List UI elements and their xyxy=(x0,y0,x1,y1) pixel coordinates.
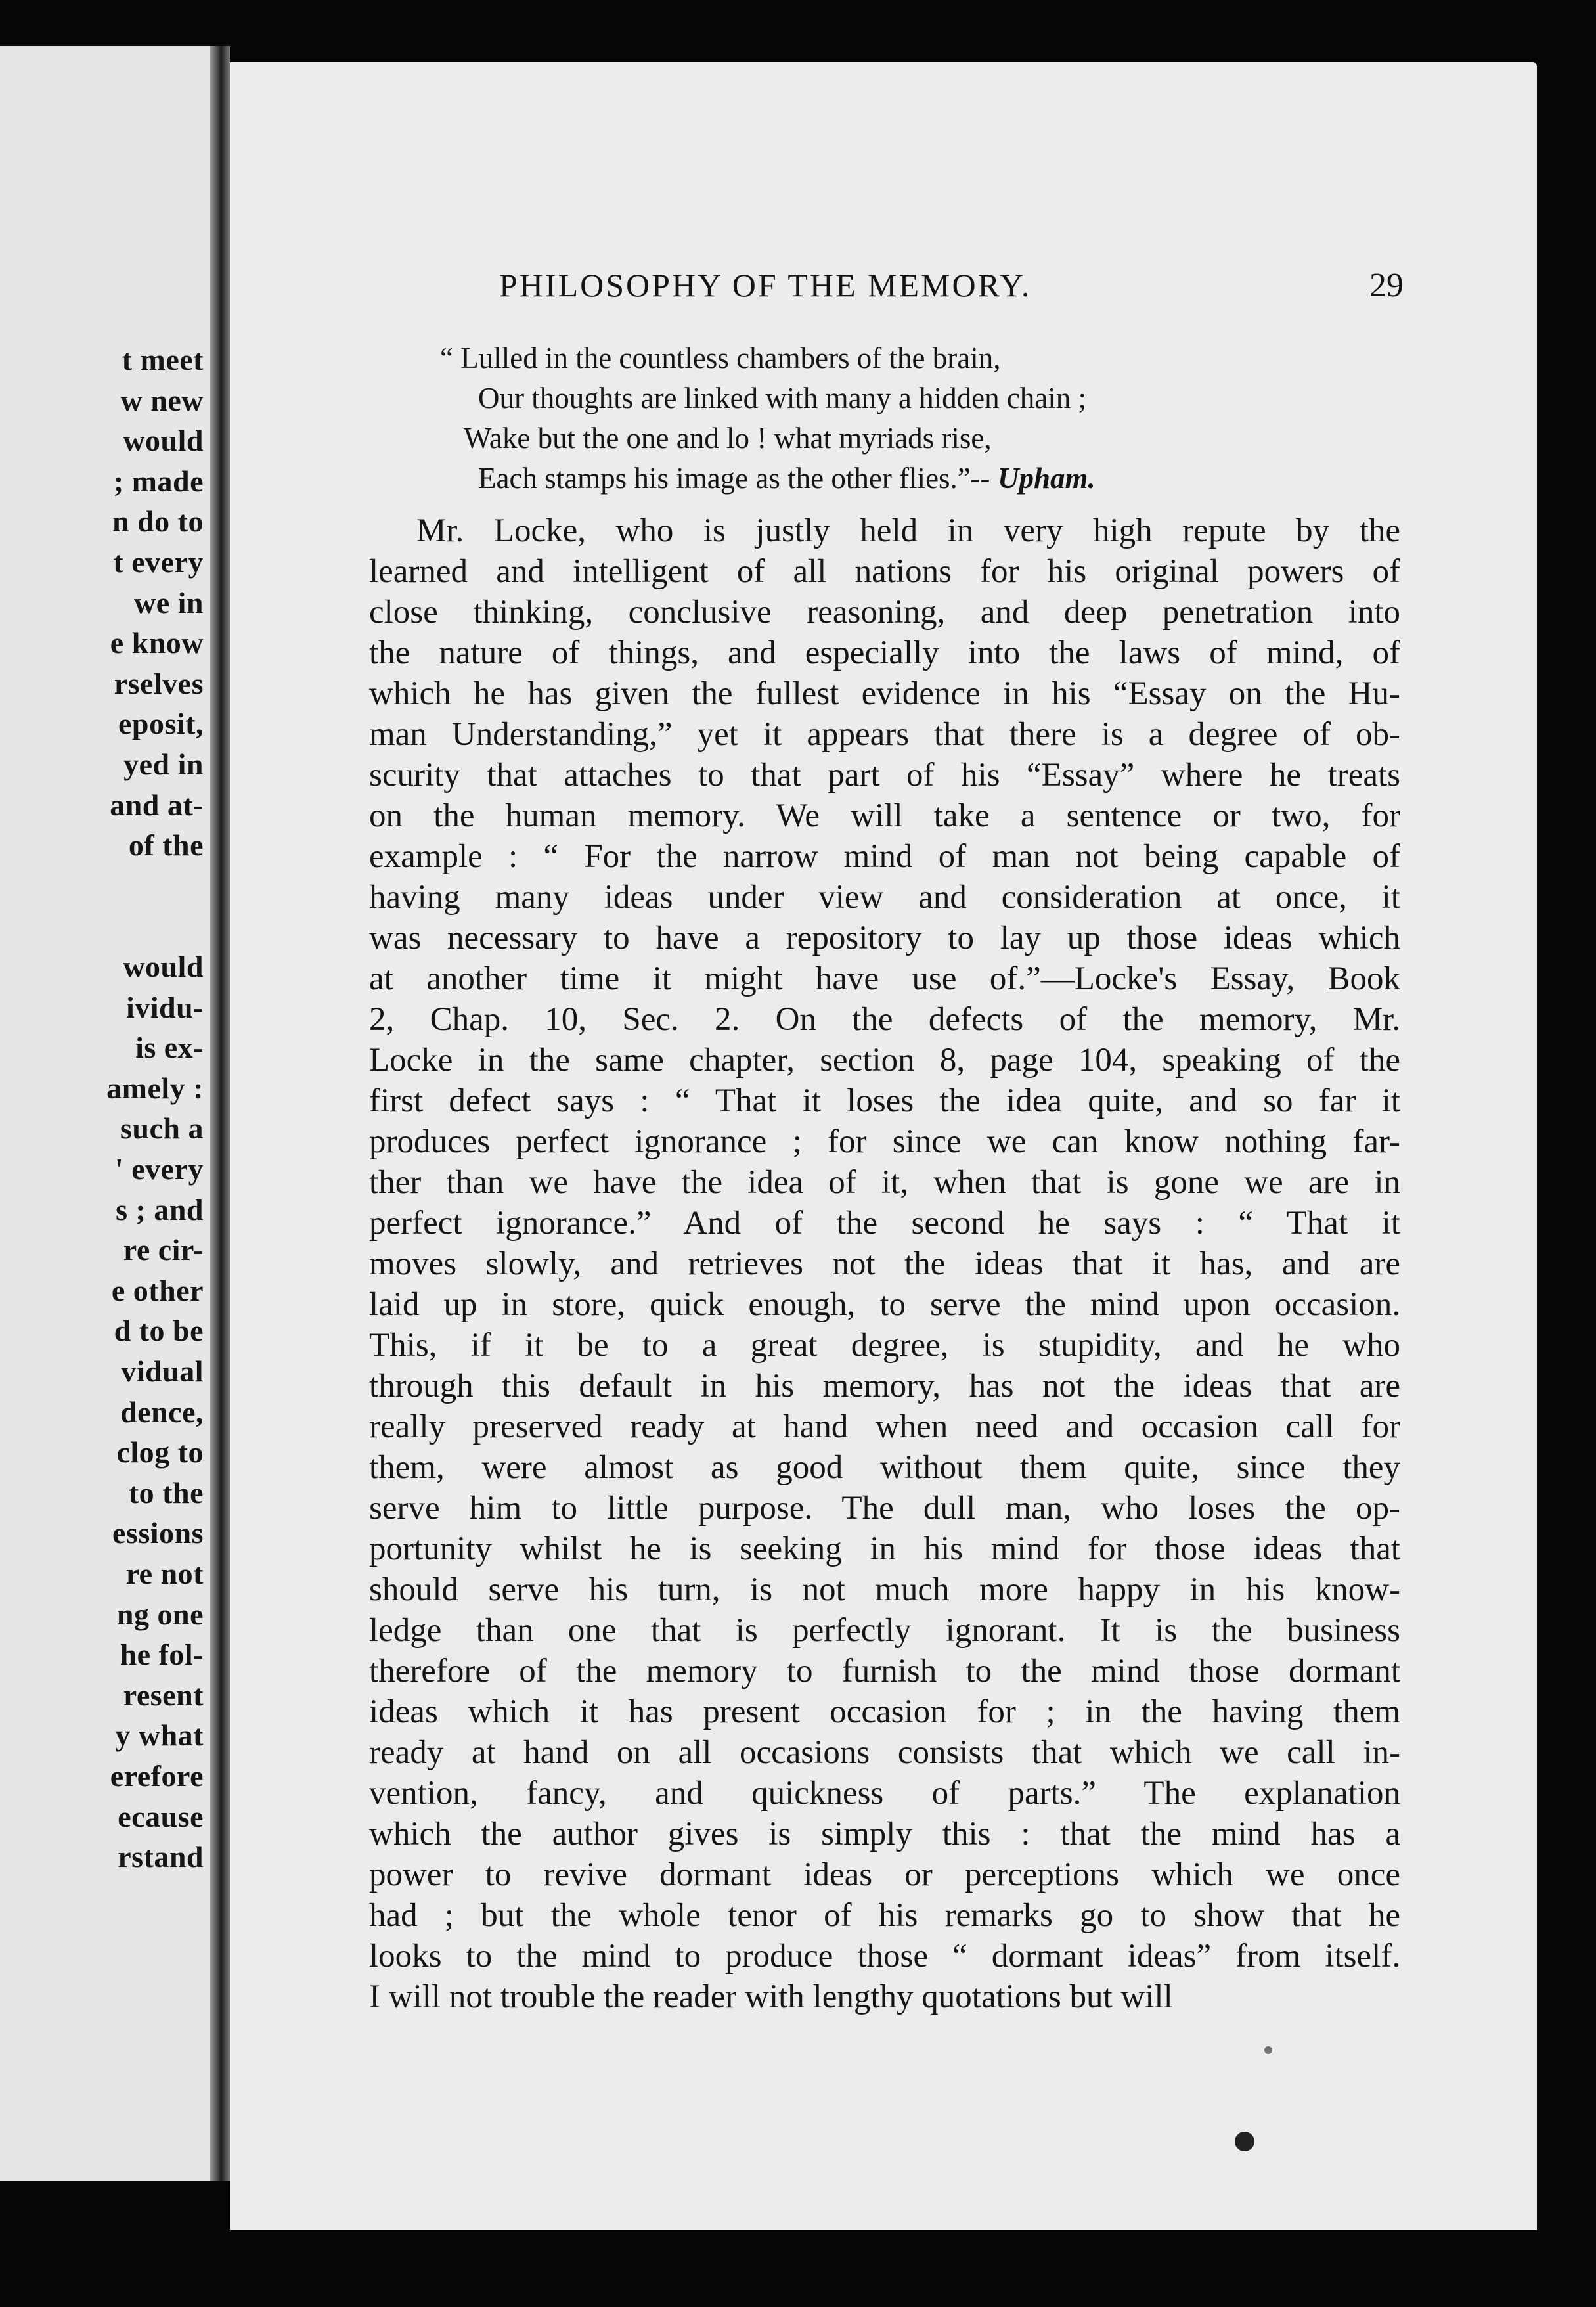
left-page-line-fragment: amely : xyxy=(106,1071,204,1105)
poem-line: “ Lulled in the countless chambers of the brain, xyxy=(440,342,1001,374)
body-line: I will not trouble the reader with lengthy quotations but will xyxy=(369,1979,1173,2015)
left-page-line-fragment: to the xyxy=(128,1475,204,1510)
left-page-line-fragment: d to be xyxy=(114,1314,204,1348)
left-page-line-fragment: vidual xyxy=(121,1355,204,1388)
body-line: Locke in the same chapter, section 8, page 104, speaking of the xyxy=(369,1042,1400,1079)
body-line: example : “ For the narrow mind of man not being capable of xyxy=(369,838,1400,875)
left-page-line-fragment: yed in xyxy=(123,748,204,781)
running-head: PHILOSOPHY OF THE MEMORY. xyxy=(499,267,1032,303)
right-page xyxy=(230,62,1537,2230)
body-line: moves slowly, and retrieves not the ideas that it has, and are xyxy=(369,1245,1400,1282)
poem-line xyxy=(478,459,1096,499)
left-page-line-fragment: erefore xyxy=(110,1759,204,1793)
left-page-line-fragment: t meet xyxy=(122,343,204,376)
body-line: produces perfect ignorance ; for since we can know nothing far- xyxy=(369,1123,1400,1160)
body-line: serve him to little purpose. The dull man, who loses the op- xyxy=(369,1490,1400,1527)
left-page xyxy=(0,46,210,2181)
left-page-line-fragment: re cir- xyxy=(123,1233,204,1267)
body-line: ledge than one that is perfectly ignorant. It is the business xyxy=(369,1612,1400,1649)
left-page-line-fragment: resent xyxy=(123,1678,204,1712)
body-line: through this default in his memory, has not the ideas that are xyxy=(369,1368,1400,1404)
left-page-line-fragment: essions xyxy=(112,1516,204,1550)
body-line: should serve his turn, is not much more happy in his know- xyxy=(369,1571,1400,1608)
left-page-line-fragment: and at- xyxy=(110,788,204,822)
body-line: This, if it be to a great degree, is stupidity, and he who xyxy=(369,1327,1400,1364)
epigraph-poem xyxy=(440,338,1096,499)
body-line: close thinking, conclusive reasoning, and deep penetration into xyxy=(369,594,1400,631)
body-paragraph xyxy=(369,510,1400,2017)
body-line: perfect ignorance.” And of the second he says : “ That it xyxy=(369,1205,1400,1242)
body-line: power to revive dormant ideas or perceptions which we once xyxy=(369,1856,1400,1893)
body-line: portunity whilst he is seeking in his mind for those ideas that xyxy=(369,1531,1400,1567)
body-line: vention, fancy, and quickness of parts.” The explanation xyxy=(369,1775,1400,1812)
body-line: having many ideas under view and consideration at once, it xyxy=(369,879,1400,916)
page-number: 29 xyxy=(1369,267,1404,304)
left-page-line-fragment: rstand xyxy=(118,1840,204,1874)
left-page-line-fragment: he fol- xyxy=(120,1638,204,1672)
book-gutter xyxy=(210,46,230,2181)
body-line: them, were almost as good without them quite, since they xyxy=(369,1449,1400,1486)
left-page-line-fragment: of the xyxy=(128,828,204,862)
ink-speck xyxy=(1235,2132,1254,2151)
ink-speck xyxy=(1264,2046,1272,2054)
left-page-line-fragment: t every xyxy=(113,545,204,579)
left-page-line-fragment: clog to xyxy=(116,1435,204,1469)
body-line: 2, Chap. 10, Sec. 2. On the defects of the memory, Mr. xyxy=(369,1001,1400,1038)
poem-attribution: -- Upham. xyxy=(970,462,1096,495)
body-line: man Understanding,” yet it appears that there is a degree of ob- xyxy=(369,716,1400,753)
body-line: ther than we have the idea of it, when that is gone we are in xyxy=(369,1164,1400,1201)
body-line: ideas which it has present occasion for ; in the having them xyxy=(369,1693,1400,1730)
body-line: had ; but the whole tenor of his remarks go to show that he xyxy=(369,1897,1400,1934)
body-line: looks to the mind to produce those “ dormant ideas” from itself. xyxy=(369,1938,1400,1975)
body-line: really preserved ready at hand when need and occasion call for xyxy=(369,1408,1400,1445)
body-line: was necessary to have a repository to lay up those ideas which xyxy=(369,920,1400,956)
left-page-line-fragment: such a xyxy=(120,1111,204,1146)
left-page-line-fragment: re not xyxy=(125,1557,204,1590)
left-page-line-fragment: e other xyxy=(111,1273,204,1307)
left-page-line-fragment: eposit, xyxy=(118,707,204,741)
left-page-line-fragment: w new xyxy=(120,383,204,417)
left-page-line-fragment: y what xyxy=(115,1718,204,1753)
body-line: on the human memory. We will take a sentence or two, for xyxy=(369,797,1400,834)
body-line: which the author gives is simply this : that the mind has a xyxy=(369,1816,1400,1852)
left-page-line-fragment: ' every xyxy=(114,1152,204,1186)
left-page-line-fragment: dence, xyxy=(120,1395,204,1429)
poem-line-text: Each stamps his image as the other flies.” xyxy=(478,462,971,495)
body-line: scurity that attaches to that part of his “Essay” where he treats xyxy=(369,757,1400,794)
left-page-line-fragment: ; made xyxy=(113,464,204,498)
body-line: which he has given the fullest evidence in his “Essay on the Hu- xyxy=(369,675,1400,712)
left-page-line-fragment: s ; and xyxy=(116,1192,204,1226)
left-page-line-fragment: we in xyxy=(134,585,204,619)
left-page-line-fragment: is ex- xyxy=(135,1031,204,1065)
poem-line: Wake but the one and lo ! what myriads rise, xyxy=(464,422,992,455)
body-line: learned and intelligent of all nations for his original powers of xyxy=(369,553,1400,590)
body-line: ready at hand on all occasions consists that which we call in- xyxy=(369,1734,1400,1771)
left-page-line-fragment: would xyxy=(123,950,204,983)
left-page-line-fragment: e know xyxy=(110,626,204,660)
left-page-line-fragment: would xyxy=(123,424,204,458)
body-line: at another time it might have use of.”—Locke's Essay, Book xyxy=(369,960,1400,997)
left-page-line-fragment: n do to xyxy=(112,504,204,539)
body-line: Mr. Locke, who is justly held in very high repute by the xyxy=(416,512,1400,549)
poem-line: Our thoughts are linked with many a hidden chain ; xyxy=(478,382,1087,414)
body-line: therefore of the memory to furnish to the mind those dormant xyxy=(369,1653,1400,1690)
left-page-line-fragment: rselves xyxy=(114,666,204,700)
body-line: laid up in store, quick enough, to serve the mind upon occasion. xyxy=(369,1286,1400,1323)
body-line: the nature of things, and especially into the laws of mind, of xyxy=(369,635,1400,671)
left-page-line-fragment: ng one xyxy=(116,1597,204,1631)
body-line: first defect says : “ That it loses the idea quite, and so far it xyxy=(369,1083,1400,1119)
left-page-line-fragment: ecause xyxy=(118,1799,204,1833)
left-page-line-fragment: ividu- xyxy=(125,990,204,1024)
